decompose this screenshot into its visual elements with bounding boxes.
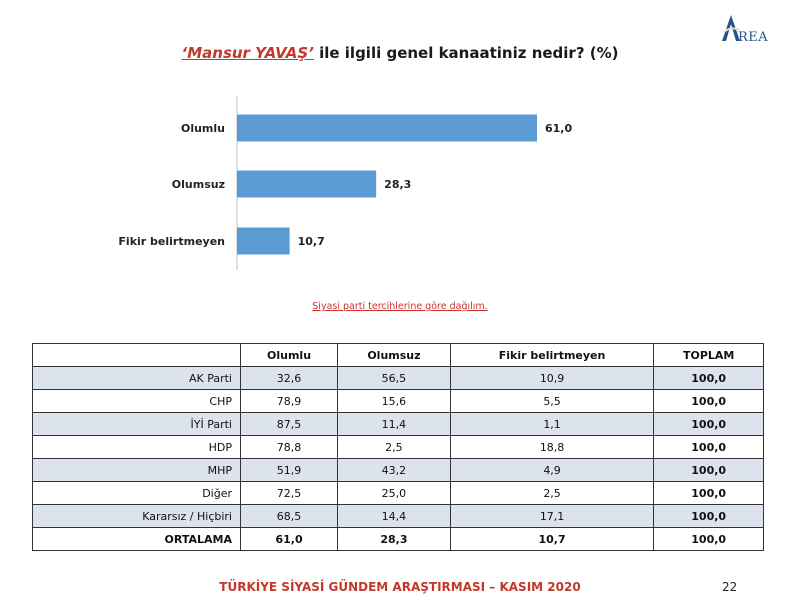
header-cell: Olumsuz <box>338 344 451 367</box>
table-cell: 43,2 <box>338 459 451 482</box>
table-cell: 4,9 <box>450 459 654 482</box>
table-cell: 100,0 <box>654 528 764 551</box>
table-cell: 5,5 <box>450 390 654 413</box>
table-cell: 2,5 <box>450 482 654 505</box>
table-cell: 78,8 <box>241 436 338 459</box>
bar <box>237 171 376 198</box>
table-row <box>33 390 764 413</box>
table-cell: 72,5 <box>241 482 338 505</box>
table-row <box>33 482 764 505</box>
table-header-row <box>33 344 764 367</box>
table-row <box>33 413 764 436</box>
distribution-table <box>32 343 764 551</box>
bar <box>237 228 290 255</box>
page-number: 22 <box>722 580 738 594</box>
table-row <box>33 459 764 482</box>
row-label: CHP <box>33 390 241 413</box>
category-label: Fikir belirtmeyen <box>118 235 225 248</box>
header-cell: Fikir belirtmeyen <box>450 344 654 367</box>
table-cell: 25,0 <box>338 482 451 505</box>
category-label: Olumsuz <box>171 178 225 191</box>
table-cell: 14,4 <box>338 505 451 528</box>
table-cell: 100,0 <box>654 413 764 436</box>
table-cell: 1,1 <box>450 413 654 436</box>
row-label: HDP <box>33 436 241 459</box>
table-cell: 100,0 <box>654 505 764 528</box>
row-label: Kararsız / Hiçbiri <box>33 505 241 528</box>
table-cell: 15,6 <box>338 390 451 413</box>
table-cell: 28,3 <box>338 528 451 551</box>
table-cell: 100,0 <box>654 390 764 413</box>
table-cell: 68,5 <box>241 505 338 528</box>
table-row <box>33 367 764 390</box>
table-cell: 51,9 <box>241 459 338 482</box>
table-cell: 11,4 <box>338 413 451 436</box>
logo-text: REA <box>738 30 769 45</box>
area-logo <box>720 14 780 50</box>
table-row <box>33 436 764 459</box>
table-cell: 2,5 <box>338 436 451 459</box>
table-cell: 61,0 <box>241 528 338 551</box>
bar <box>237 115 537 142</box>
title-highlight: ‘Mansur YAVAŞ’ <box>181 44 314 62</box>
table-cell: 87,5 <box>241 413 338 436</box>
table-cell: 17,1 <box>450 505 654 528</box>
table-cell: 100,0 <box>654 436 764 459</box>
title-question: ile ilgili genel kanaatiniz nedir? (%) <box>313 44 619 62</box>
table-row <box>33 505 764 528</box>
table-cell: 100,0 <box>654 367 764 390</box>
table-cell: 100,0 <box>654 459 764 482</box>
header-cell: Olumlu <box>241 344 338 367</box>
table-cell: 32,6 <box>241 367 338 390</box>
row-label: AK Parti <box>33 367 241 390</box>
value-label: 10,7 <box>297 235 325 248</box>
table-cell: 18,8 <box>450 436 654 459</box>
row-label: Diğer <box>33 482 241 505</box>
header-cell <box>33 344 241 367</box>
row-label: İYİ Parti <box>33 413 241 436</box>
table-cell: 78,9 <box>241 390 338 413</box>
category-label: Olumlu <box>180 122 225 135</box>
bar-chart <box>0 80 800 280</box>
footer-title: TÜRKİYE SİYASİ GÜNDEM ARAŞTIRMASI – KASIM 2020 <box>219 580 581 594</box>
table-cell: 56,5 <box>338 367 451 390</box>
value-label: 61,0 <box>545 122 573 135</box>
table-cell: 100,0 <box>654 482 764 505</box>
table-row <box>33 528 764 551</box>
header-cell: TOPLAM <box>654 344 764 367</box>
table-cell: 10,7 <box>450 528 654 551</box>
table-subtitle: Siyasi parti tercihlerine göre dağılım. <box>312 301 488 312</box>
value-label: 28,3 <box>384 178 412 191</box>
table-cell: 10,9 <box>450 367 654 390</box>
row-label: ORTALAMA <box>33 528 241 551</box>
row-label: MHP <box>33 459 241 482</box>
chart-title <box>0 44 800 62</box>
